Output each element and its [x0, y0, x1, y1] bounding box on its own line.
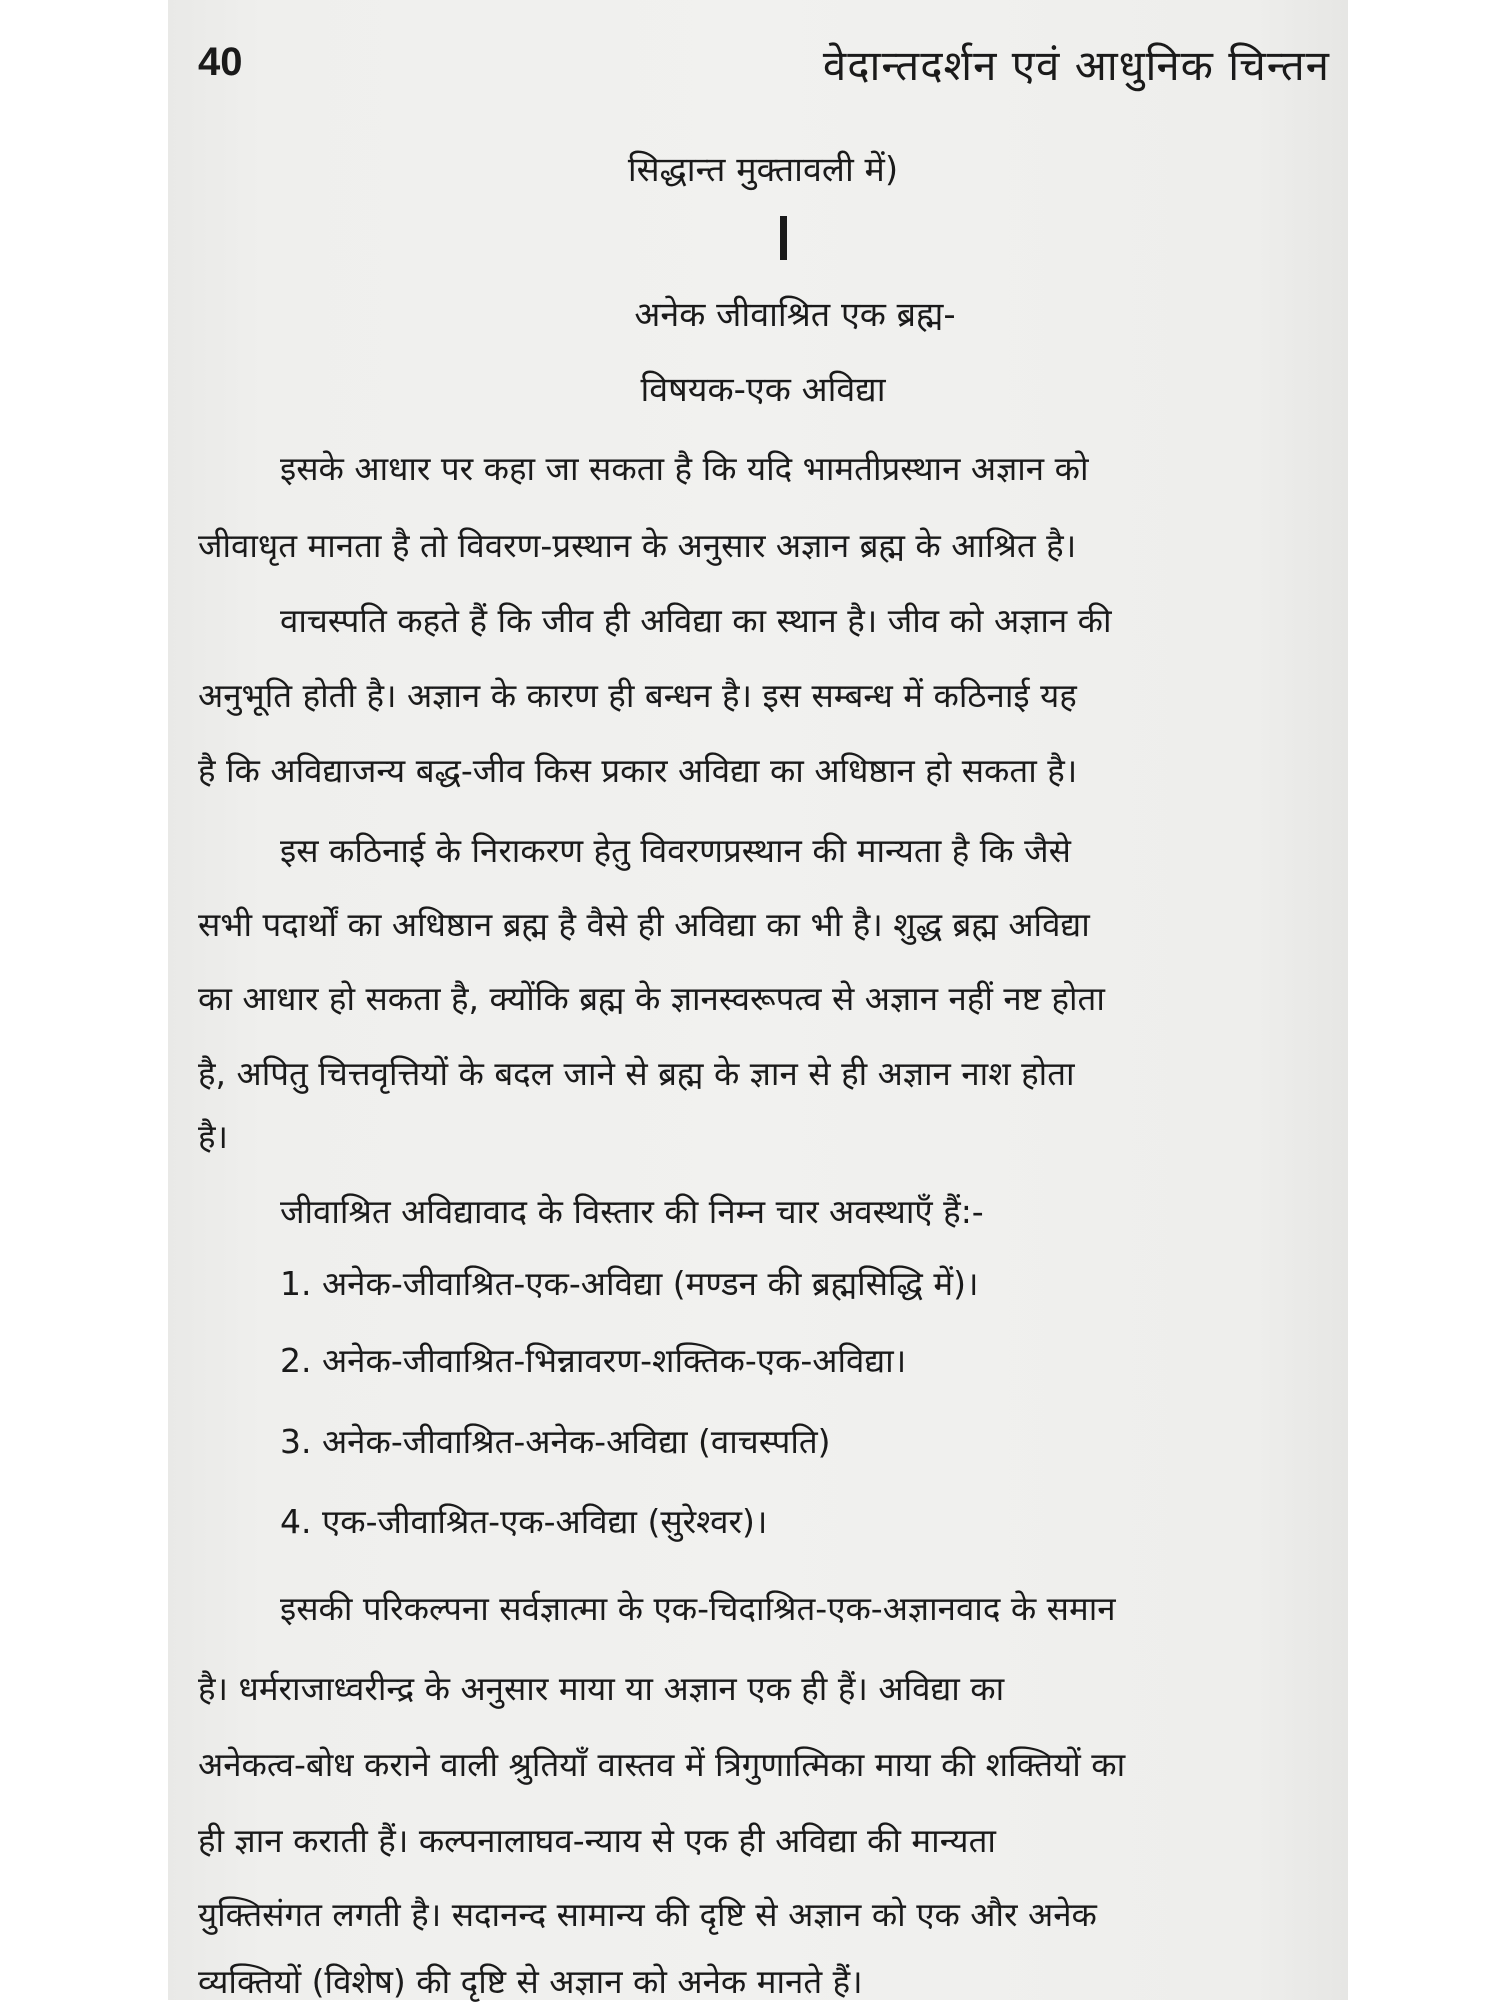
list-item-3: 3. अनेक-जीवाश्रित-अनेक-अविद्या (वाचस्पति) — [280, 1422, 831, 1461]
para3-line-4: है, अपितु चित्तवृत्तियों के बदल जाने से ब्रह्म के ज्ञान से ही अज्ञान नाश होता — [198, 1054, 1075, 1093]
para3-line-5: है। — [198, 1117, 229, 1156]
running-title: वेदान्तदर्शन एवं आधुनिक चिन्तन — [822, 41, 1330, 90]
para2-line-2: अनुभूति होती है। अज्ञान के कारण ही बन्धन है। इस सम्बन्ध में कठिनाई यह — [198, 676, 1077, 715]
para2-line-1: वाचस्पति कहते हैं कि जीव ही अविद्या का स्थान है। जीव को अज्ञान की — [280, 601, 1112, 640]
page-number: 40 — [198, 40, 243, 84]
para1-line-1: इसके आधार पर कहा जा सकता है कि यदि भामतीप्रस्थान अज्ञान को — [280, 449, 1089, 488]
para3-line-2: सभी पदार्थों का अधिष्ठान ब्रह्म है वैसे ही अविद्या का भी है। शुद्ध ब्रह्म अविद्या — [198, 905, 1090, 944]
diagram-line-1: अनेक जीवाश्रित एक ब्रह्म- — [634, 295, 956, 335]
para4-line-3: अनेकत्व-बोध कराने वाली श्रुतियाँ वास्तव में त्रिगुणात्मिका माया की शक्तियों का — [198, 1745, 1126, 1784]
para4-line-1: इसकी परिकल्पना सर्वज्ञात्मा के एक-चिदाश्रित-एक-अज्ञानवाद के समान — [280, 1589, 1116, 1628]
list-item-4: 4. एक-जीवाश्रित-एक-अविद्या (सुरेश्वर)। — [280, 1502, 768, 1541]
para4-line-6: व्यक्तियों (विशेष) की दृष्टि से अज्ञान को अनेक मानते हैं। — [198, 1962, 863, 2001]
para3-line-3: का आधार हो सकता है, क्योंकि ब्रह्म के ज्ञानस्वरूपत्व से अज्ञान नहीं नष्ट होता — [198, 979, 1105, 1018]
diagram-line-2: विषयक-एक अविद्या — [640, 370, 886, 410]
para2-line-3: है कि अविद्याजन्य बद्ध-जीव किस प्रकार अविद्या का अधिष्ठान हो सकता है। — [198, 751, 1078, 790]
para4-line-4: ही ज्ञान कराती हैं। कल्पनालाघव-न्याय से एक ही अविद्या की मान्यता — [198, 1821, 996, 1860]
list-item-1: 1. अनेक-जीवाश्रित-एक-अविद्या (मण्डन की ब्रह्मसिद्धि में)। — [280, 1264, 979, 1303]
para4-line-2: है। धर्मराजाध्वरीन्द्र के अनुसार माया या अज्ञान एक ही हैं। अविद्या का — [198, 1669, 1005, 1708]
list-intro: जीवाश्रित अविद्यावाद के विस्तार की निम्न चार अवस्थाएँ हैं:- — [280, 1192, 984, 1231]
page-header — [198, 36, 1330, 106]
para3-line-1: इस कठिनाई के निराकरण हेतु विवरणप्रस्थान की मान्यता है कि जैसे — [280, 831, 1071, 870]
para1-line-2: जीवाधृत मानता है तो विवरण-प्रस्थान के अनुसार अज्ञान ब्रह्म के आश्रित है। — [198, 526, 1077, 565]
para4-line-5: युक्तिसंगत लगती है। सदानन्द सामान्य की दृष्टि से अज्ञान को एक और अनेक — [198, 1895, 1097, 1934]
diagram-connector-line — [780, 216, 787, 260]
list-item-2: 2. अनेक-जीवाश्रित-भिन्नावरण-शक्तिक-एक-अविद्या। — [280, 1341, 907, 1380]
diagram-top-label: सिद्धान्त मुक्तावली में) — [627, 150, 899, 190]
